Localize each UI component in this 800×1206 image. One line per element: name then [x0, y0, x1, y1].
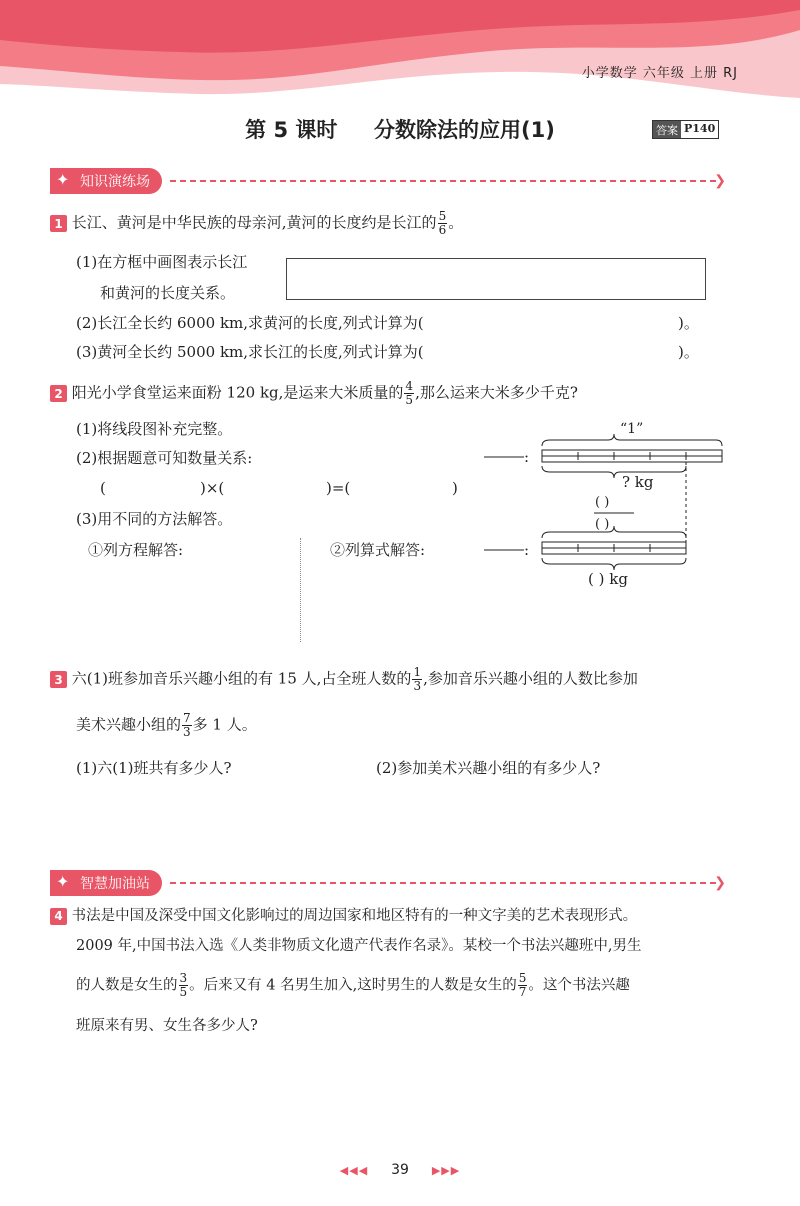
series-label: 小学数学 六年级 上册 RJ	[581, 66, 738, 81]
q1-part1-line2: 和黄河的长度关系。	[100, 284, 236, 302]
middle-brace	[542, 526, 686, 538]
q2-part3: (3)用不同的方法解答。	[76, 510, 233, 528]
star-icon: ✦	[56, 872, 70, 891]
question-text-d: 多 1 人。	[192, 715, 257, 734]
prev-arrows-icon: ◀◀◀	[339, 1164, 369, 1177]
denominator: 6	[438, 223, 447, 237]
question-2	[50, 380, 578, 407]
fraction	[179, 972, 189, 999]
q2-equation-open: (	[100, 479, 106, 497]
question-end: 。	[448, 213, 464, 232]
section-label: 智慧加油站	[80, 876, 150, 892]
method-equation: ①列方程解答:	[88, 541, 184, 559]
diagram-colon-2: :	[524, 541, 530, 559]
diagram-fraction-numerator: ( )	[595, 495, 610, 510]
bottom-brace-1	[542, 466, 686, 478]
section-label: 知识演练场	[80, 174, 150, 190]
question-text-a: 阳光小学食堂运来面粉 120 kg,是运来大米质量的	[71, 383, 404, 402]
star-icon: ✦	[56, 170, 70, 189]
fraction	[412, 666, 422, 693]
method-arithmetic: ②列算式解答:	[330, 541, 426, 559]
page-number: 39	[391, 1162, 409, 1178]
section-tag	[50, 870, 162, 896]
numerator: 4	[405, 379, 414, 393]
q1-part3	[76, 342, 424, 362]
dashed-divider	[170, 882, 716, 884]
numerator: 5	[518, 971, 527, 985]
diagram-rice-kg: ( ) kg	[588, 570, 628, 588]
fraction	[182, 712, 192, 739]
denominator: 5	[405, 393, 414, 407]
question-4-line3	[76, 972, 630, 999]
numerator: 3	[179, 971, 188, 985]
page-footer	[0, 1162, 800, 1178]
question-text-c: 美术兴趣小组的	[76, 715, 182, 734]
question-number: 3	[50, 671, 67, 688]
denominator: 3	[183, 725, 191, 739]
section-tag	[50, 168, 162, 194]
q2-equation-equals: )=(	[326, 479, 351, 497]
question-number: 4	[50, 908, 67, 925]
numerator: 7	[183, 711, 191, 725]
numerator: 1	[413, 665, 422, 679]
q2-equation-close: )	[452, 479, 458, 497]
q3-part2: (2)参加美术兴趣小组的有多少人?	[376, 759, 601, 777]
answer-page: P140	[684, 122, 716, 135]
question-text-a: 六(1)班参加音乐兴趣小组的有 15 人,占全班人数的	[71, 669, 412, 688]
arrow-right-icon: ❯	[714, 173, 726, 189]
fraction	[518, 972, 528, 999]
drawing-box[interactable]	[286, 258, 706, 300]
section-header-challenge	[50, 870, 726, 896]
section-header-practice	[50, 168, 726, 194]
question-text: 长江、黄河是中华民族的母亲河,黄河的长度约是长江的	[71, 213, 437, 232]
lesson-number: 第 5 课时	[245, 118, 338, 142]
diagram-fraction-denominator: ( )	[595, 517, 610, 532]
question-4	[50, 906, 637, 926]
question-text-b: ,那么运来大米多少千克?	[415, 383, 578, 402]
answer-label: 答案	[653, 121, 681, 138]
question-4-line2: 2009 年,中国书法入选《人类非物质文化遗产代表作名录》。某校一个书法兴趣班中,男生	[76, 938, 642, 954]
denominator: 7	[518, 985, 527, 999]
arrow-right-icon: ❯	[714, 875, 726, 891]
q1-part3-close: )。	[678, 343, 699, 361]
q2-part2: (2)根据题意可知数量关系:	[76, 449, 253, 467]
q1-part2-close: )。	[678, 314, 699, 332]
dotted-separator	[300, 538, 301, 642]
question-3-line2	[76, 712, 257, 739]
dashed-divider	[170, 180, 716, 182]
q1-part3-text: (3)黄河全长约 5000 km,求长江的长度,列式计算为(	[76, 343, 424, 361]
question-line1: 书法是中国及深受中国文化影响过的周边国家和地区特有的一种文字美的艺术表现形式。	[71, 908, 638, 924]
diagram-unit-one: “1”	[620, 421, 644, 437]
q3-part1: (1)六(1)班共有多少人?	[76, 759, 232, 777]
q2-part1: (1)将线段图补充完整。	[76, 420, 233, 438]
q1-part2	[76, 313, 424, 333]
diagram-colon-1: :	[524, 448, 530, 466]
q2-equation-times: )×(	[200, 479, 225, 497]
q1-part2-text: (2)长江全长约 6000 km,求黄河的长度,列式计算为(	[76, 314, 424, 332]
denominator: 3	[413, 679, 422, 693]
lesson-title: 分数除法的应用(1)	[374, 118, 555, 142]
question-3	[50, 666, 638, 693]
next-arrows-icon: ▶▶▶	[431, 1164, 461, 1177]
question-4-line4: 班原来有男、女生各多少人?	[76, 1018, 258, 1034]
numerator: 5	[438, 209, 447, 223]
question-1	[50, 210, 463, 237]
question-text-b: ,参加音乐兴趣小组的人数比参加	[423, 669, 638, 688]
answer-reference[interactable]	[652, 120, 719, 139]
question-number: 1	[50, 215, 67, 232]
question-number: 2	[50, 385, 67, 402]
denominator: 5	[179, 985, 188, 999]
question-line3-a: 的人数是女生的	[76, 977, 178, 994]
diagram-unknown: ? kg	[622, 473, 654, 491]
fraction	[404, 380, 414, 407]
question-line3-c: 。这个书法兴趣	[528, 977, 630, 994]
q1-part1-line1: (1)在方框中画图表示长江	[76, 253, 248, 271]
question-line3-b: 。后来又有 4 名男生加入,这时男生的人数是女生的	[189, 977, 517, 994]
fraction	[438, 210, 448, 237]
header-banner	[0, 0, 800, 100]
